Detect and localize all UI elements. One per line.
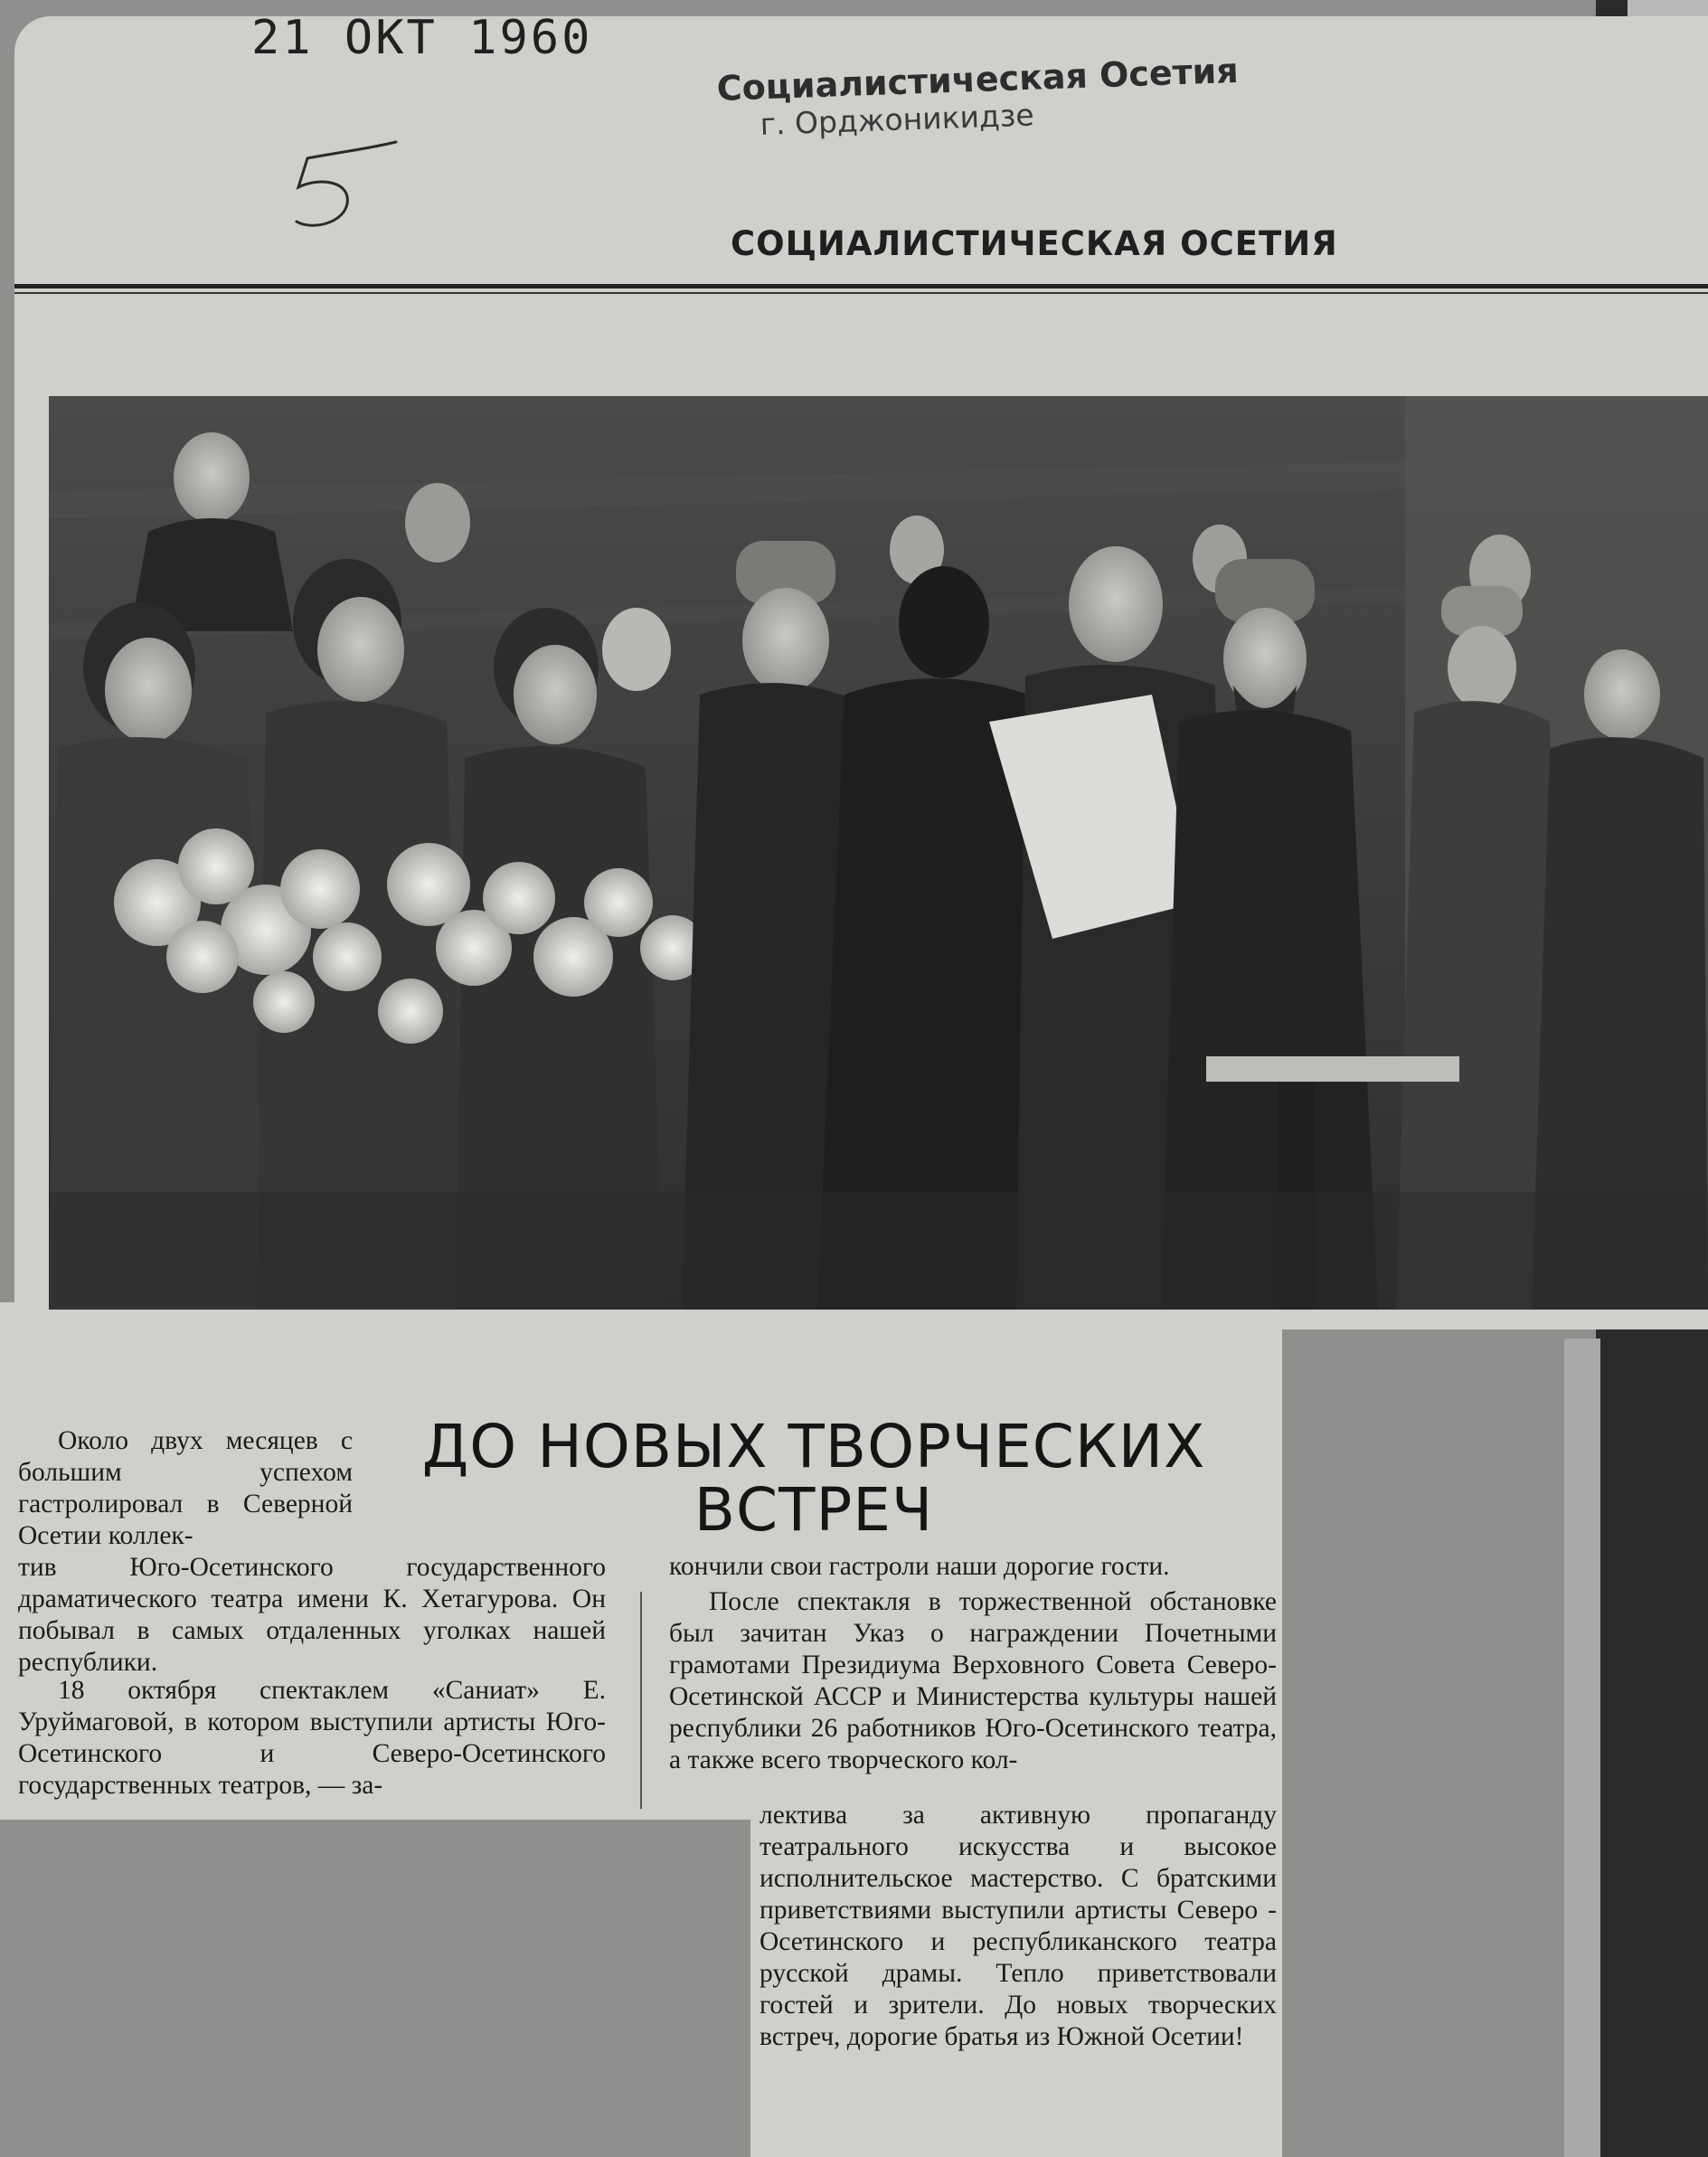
paragraph-award-decree: После спектакля в торжественной обстановке был зачитан Указ о награждении Почетными грамотами Президиума Верховного Совета Северо-Осетинской АССР и Министерства культуры нашей республики 26 работников Юго-Осетинского театра, а также всего творческого кол- [669,1587,1277,1774]
masthead-rule-thin [14,292,1708,294]
masthead-rule [14,284,1708,289]
lead-paragraph-start: Около двух месяцев с большим успехом гастролировал в Северной Осетии коллек- [18,1426,353,1550]
article-column-right [669,1551,1277,1776]
column-divider [640,1592,642,1809]
headline-line-1: ДО НОВЫХ ТВОРЧЕСКИХ [421,1412,1206,1481]
ceremony-photo [49,396,1708,1310]
paragraph-closing: лектива за активную пропаганду театрального искусства и высокое исполнительское мастерство. С братскими приветствиями выступили артисты Северо - Осетинского и республиканского театра русской драмы. Тепло приветствовали гостей и зрители. До новых творческих встреч, дорогие братья из Южной Осетии! [760,1801,1277,2051]
paragraph-october-18: 18 октября спектаклем «Саниат» Е. Уруймаговой, в котором выступили артисты Юго-Осетинского и Северо-Осетинского государственных театров, — за- [18,1676,606,1800]
lead-paragraph-end: тив Юго-Осетинского государственного драматического театра имени К. Хетагурова. Он побывал в самых отдаленных уголках нашей республики. [18,1553,606,1677]
article-lead-narrow [18,1425,353,1552]
date-stamp: 21 ОКТ 1960 [251,11,593,65]
article-lead-wide [18,1552,606,1679]
newspaper-masthead: СОЦИАЛИСТИЧЕСКАЯ ОСЕТИЯ [731,224,1338,263]
headline-line-2: ВСТРЕЧ [694,1475,934,1545]
article-column-left [18,1675,606,1802]
paragraph-continuation: кончили свои гастроли наши дорогие гости. [669,1552,1170,1581]
handwritten-page-number [280,131,407,240]
city-stamp: г. Орджоникидзе [760,97,1035,142]
backing-strip [1564,1339,1600,2157]
article-headline [398,1412,1230,1545]
ceremony-photo-illustration [49,396,1708,1310]
publication-stamp: Социалистическая Осетия [716,50,1240,109]
article-column-right-tail [760,1800,1277,2053]
